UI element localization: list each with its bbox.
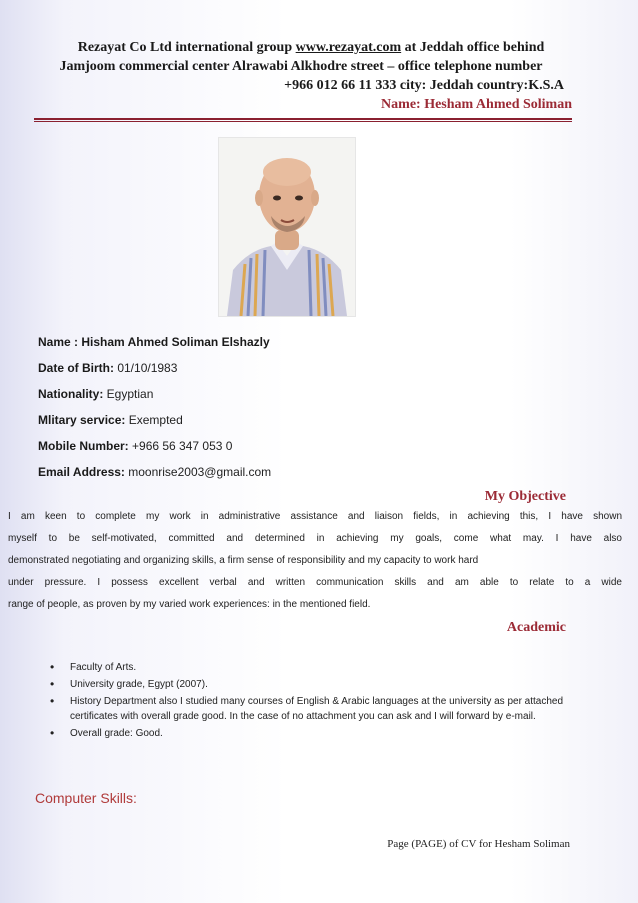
letterhead-line-3: +966 012 66 11 333 city: Jeddah country:K.S.A <box>284 78 564 93</box>
header-divider <box>34 118 572 120</box>
header-name: Name: Hesham Ahmed Soliman <box>381 97 572 112</box>
computer-skills-heading: Computer Skills: <box>35 790 137 806</box>
info-row-dob: Date of Birth: 01/10/1983 <box>38 361 178 375</box>
letterhead <box>20 38 572 114</box>
objective-text <box>8 510 622 620</box>
page-footer: Page (PAGE) of CV for Hesham Soliman <box>387 838 570 850</box>
letterhead-line-1: Rezayat Co Ltd international group www.rezayat.com at Jeddah office behind <box>77 40 545 55</box>
objective-heading: My Objective <box>484 489 566 504</box>
list-item: • Faculty of Arts. <box>48 660 588 675</box>
company-website-link[interactable]: www.rezayat.com <box>295 40 402 55</box>
info-row-email: Email Address: moonrise2003@gmail.com <box>38 465 272 479</box>
info-row-nationality: Nationality: Egyptian <box>38 387 154 401</box>
objective-line: range of people, as proven by my varied work experiences: in the mentioned field. <box>8 599 371 610</box>
objective-line: under pressure. I possess excellent verbal and written communication skills and am able to relate to a wide <box>8 577 622 588</box>
objective-line: I am keen to complete my work in administrative assistance and liaison fields, in achieving this, I have shown <box>8 511 622 522</box>
list-item: • History Department also I studied many courses of English & Arabic languages at the university as per attached certificates with overall grade good. In the case of no attachment you can ask and I will forward by e-mail. <box>48 694 588 724</box>
academic-heading: Academic <box>506 620 566 635</box>
list-item: • Overall grade: Good. <box>48 726 588 741</box>
academic-list <box>48 660 588 743</box>
profile-photo <box>218 137 356 317</box>
header-divider-thin <box>34 121 572 122</box>
letterhead-line-2: Jamjoom commercial center Alrawabi Alkhodre street – office telephone number <box>59 59 543 74</box>
info-row-mobile: Mobile Number: +966 56 347 053 0 <box>38 439 233 453</box>
info-row-military: Mlitary service: Exempted <box>38 413 183 427</box>
personal-info <box>38 334 271 490</box>
objective-line: myself to be self-motivated, committed and determined in achieving my goals, come what may. I have also <box>8 533 622 544</box>
list-item: • University grade, Egypt (2007). <box>48 677 588 692</box>
info-row-name: Name : Hisham Ahmed Soliman Elshazly <box>38 335 270 349</box>
objective-line: demonstrated negotiating and organizing skills, a firm sense of responsibility and my capacity to work hard <box>8 555 479 566</box>
